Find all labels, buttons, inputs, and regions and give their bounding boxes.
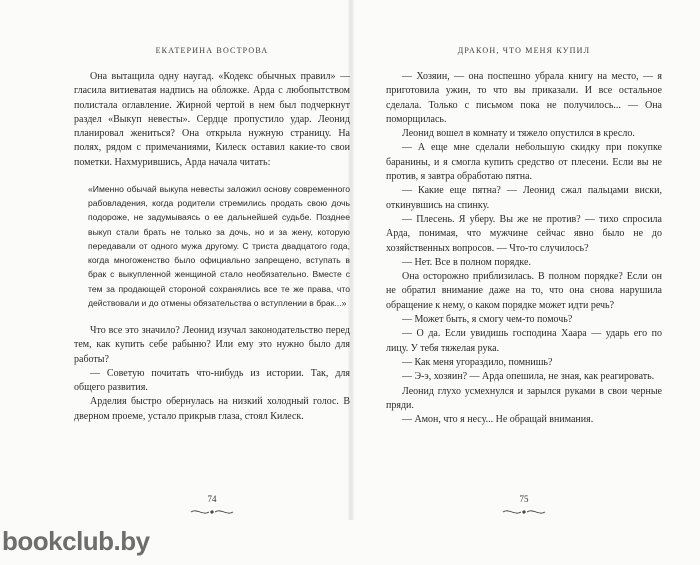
left-page-body bbox=[74, 70, 350, 424]
paragraph: — О да. Если увидишь господина Хаара — ударь его по лицу. У тебя тяжелая рука. bbox=[386, 328, 662, 354]
paragraph: — Как меня угораздило, помнишь? bbox=[402, 356, 553, 368]
ornament-flourish bbox=[189, 508, 235, 516]
paragraph: — Советую почитать что-нибудь из истории. Так, для общего развития. bbox=[74, 367, 350, 394]
site-watermark: bookclub.by bbox=[2, 526, 150, 556]
right-page-body bbox=[386, 70, 662, 427]
paragraph: Леонид глухо усмехнулся и зарылся руками в свои черные пряди. bbox=[386, 385, 662, 411]
running-header-author: ЕКАТЕРИНА ВОСТРОВА bbox=[155, 46, 269, 55]
page-number: 74 bbox=[207, 494, 217, 504]
paragraph: — Э-э, хозяин? — Арда опешила, не зная, как реагировать. bbox=[402, 371, 655, 383]
paragraph: — Какие еще пятна? — Леонид сжал пальцами виски, откинувшись на спинку. bbox=[386, 185, 662, 211]
paragraph: Что все это значило? Леонид изучал законодательство перед тем, как купить себе рабыню? Или ему это нужно было для работы? bbox=[74, 324, 350, 365]
running-header-title: ДРАКОН, ЧТО МЕНЯ КУПИЛ bbox=[457, 46, 591, 55]
paragraph: — Может быть, я смогу чем-то помочь? bbox=[402, 314, 573, 326]
ornament-flourish bbox=[501, 508, 547, 516]
paragraph: — А еще мне сделали небольшую скидку при покупке баранины, и я смогла купить средство от плесени. Если вы не против, я завтра обработаю пятна. bbox=[386, 142, 662, 183]
paragraph: — Нет. Все в полном порядке. bbox=[402, 256, 531, 268]
block-quote: «Именно обычай выкупа невесты заложил основу современного рабовладения, когда родители стремились продать свою дочь подороже, не задумываясь о ее дальнейшей судьбе. Позднее выкуп стали брать не только за дочь, но и за жену, которую передавали от одного мужа другому. С триста двадцатого года, когда многоженство было официально запрещено, вступать в брак с выкупленной женщиной стало необязательно. Вместе с тем за продающей стороной сохранялись все те же права, что действовали и до отмены обязательства о вступлении в брак...» bbox=[88, 184, 350, 308]
paragraph: — Хозяин, — она поспешно убрала книгу на место, — я приготовила ужин, то что вы приказали. И все остальное сделала. Только с письмом пока не получилось... — Она поморщилась. bbox=[386, 71, 662, 125]
page-number: 75 bbox=[519, 494, 529, 504]
paragraph: — Амон, что я несу... Не обращай внимания. bbox=[402, 414, 594, 426]
paragraph: Леонид вошел в комнату и тяжело опустился в кресло. bbox=[402, 128, 635, 140]
paragraph: Она вытащила одну наугад. «Кодекс обычных правил» — гласила витиеватая надпись на обложке. Арда с любопытством полистала оглавление. Жирной чертой в нем был подчеркнут раздел «Выкуп невесты». Сердце пропустило удар. Леонид планировал жениться? Она открыла нужную страницу. На полях, рядом с примечаниями, Килеск оставил какие-то свои пометки. Нахмурившись, Арда начала читать: bbox=[74, 71, 350, 168]
paragraph: Арделия быстро обернулась на низкий холодный голос. В дверном проеме, устало прикрыв глаза, стоял Килеск. bbox=[74, 396, 350, 422]
paragraph: Она осторожно приблизилась. В полном порядке? Если он не обратил внимание даже на то, что она снова нарушила обращение к нему, о каком порядке может идти речь? bbox=[386, 271, 662, 311]
paragraph: — Плесень. Я уберу. Вы же не против? — тихо спросила Арда, понимая, что мужчине сейчас явно было не до хозяйственных вопросов. — Что-то случилось? bbox=[386, 213, 662, 254]
